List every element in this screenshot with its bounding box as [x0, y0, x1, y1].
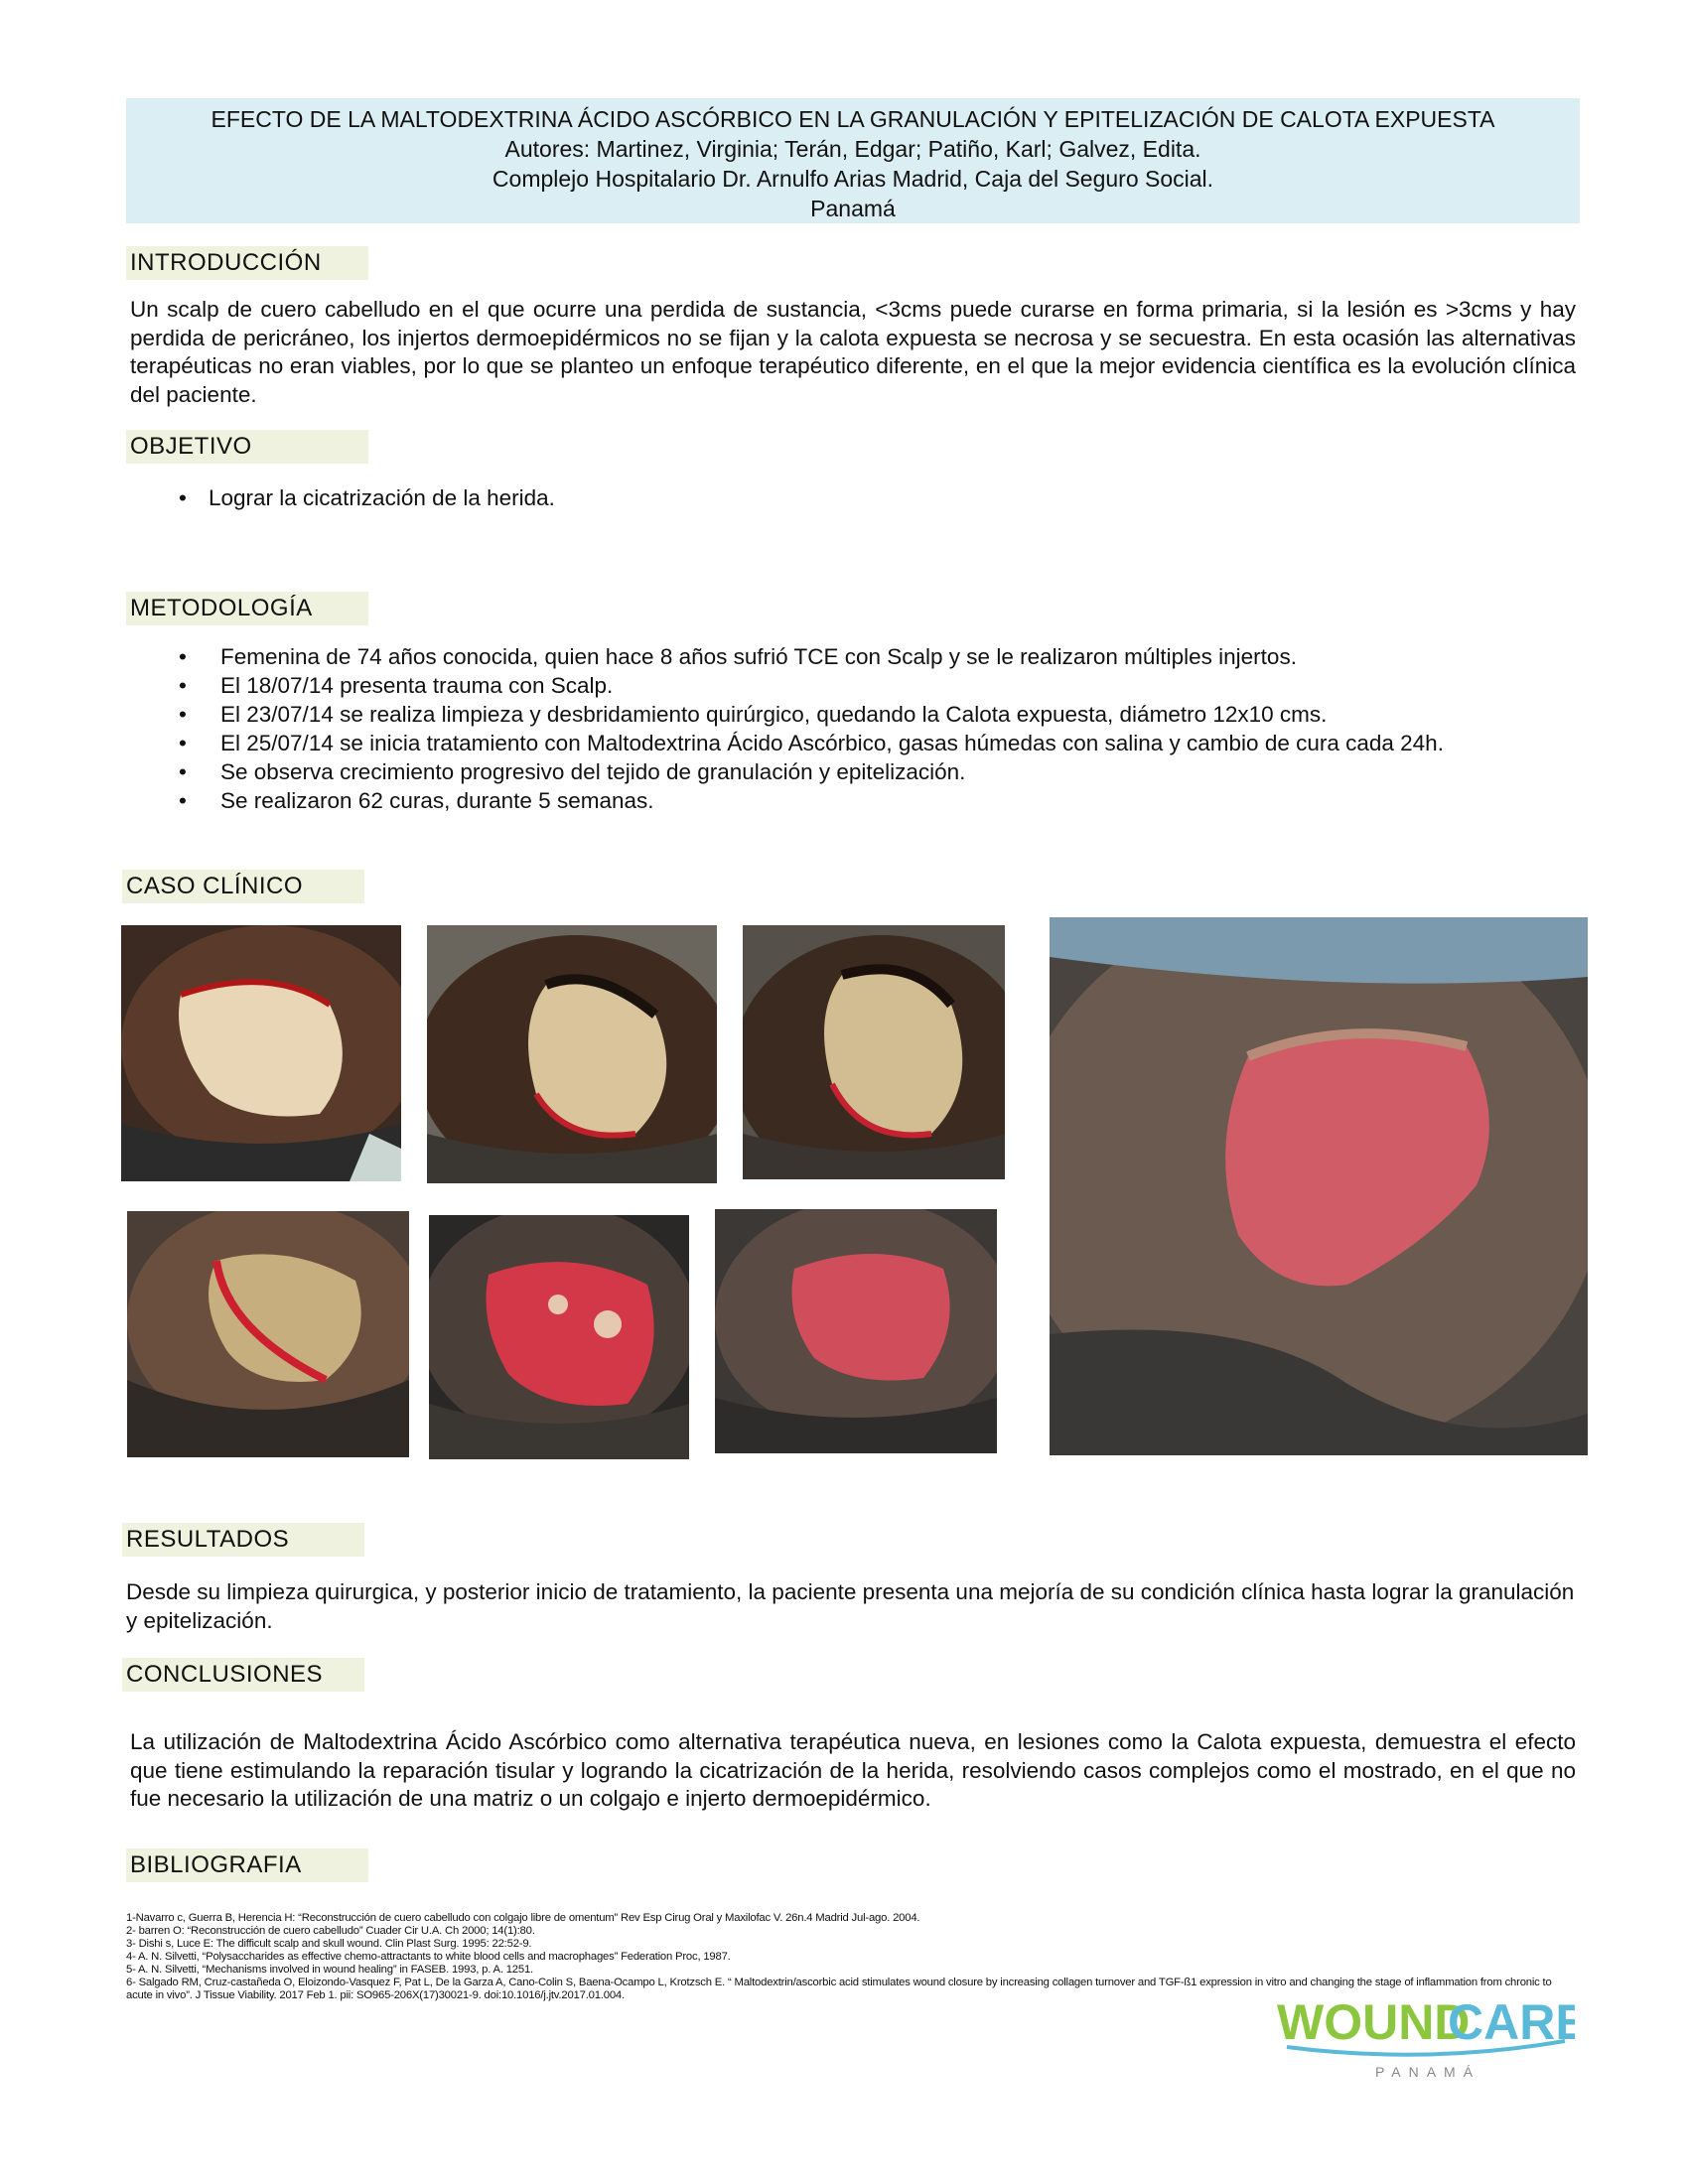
section-label-conclusiones: CONCLUSIONES	[122, 1658, 364, 1692]
bibliography-ref: 2- barren O: “Reconstrucción de cuero cabelludo” Cuader Cir U.A. Ch 2000; 14(1):80.	[126, 1925, 535, 1937]
objetivo-list	[179, 483, 1470, 512]
poster-country: Panamá	[810, 196, 896, 221]
poster-header	[126, 98, 1580, 223]
wound-photo-3	[743, 925, 1005, 1179]
logo-wound-text: WOUND	[1277, 1994, 1471, 2050]
wound-photo-7	[715, 1209, 997, 1453]
logo-care-text: CARE	[1448, 1994, 1575, 2050]
section-label-bibliografia: BIBLIOGRAFIA	[126, 1848, 368, 1882]
bibliography-ref: 4- A. N. Silvetti, “Polysaccharides as effective chemo-attractants to white blood cells and macrophages” Federation Proc, 1987.	[126, 1951, 731, 1963]
list-item: • Se realizaron 62 curas, durante 5 semanas.	[179, 786, 1589, 815]
list-item: • El 23/07/14 se realiza limpieza y desbridamiento quirúrgico, quedando la Calota expuesta, diámetro 12x10 cms.	[179, 700, 1589, 729]
section-label-resultados: RESULTADOS	[122, 1523, 364, 1557]
list-item: • Femenina de 74 años conocida, quien hace 8 años sufrió TCE con Scalp y se le realizaron múltiples injertos.	[179, 642, 1589, 671]
list-item: • Se observa crecimiento progresivo del tejido de granulación y epitelización.	[179, 757, 1589, 786]
poster-institution: Complejo Hospitalario Dr. Arnulfo Arias Madrid, Caja del Seguro Social.	[492, 166, 1214, 192]
introduccion-text: Un scalp de cuero cabelludo en el que ocurre una perdida de sustancia, <3cms puede curarse en forma primaria, si la lesión es >3cms y hay perdida de pericráneo, los injertos dermoepidérmicos no se fijan y la calota expuesta se necrosa y se secuestra. En esta ocasión las alternativas terapéuticas no eran viables, por lo que se planteo un enfoque terapéutico diferente, en el que la mejor evidencia científica es la evolución clínica del paciente.	[130, 297, 1576, 407]
section-label-metodologia: METODOLOGÍA	[126, 592, 368, 625]
section-label-caso-clinico: CASO CLÍNICO	[122, 870, 364, 903]
resultados-text: Desde su limpieza quirurgica, y posterior inicio de tratamiento, la paciente presenta una mejoría de su condición clínica hasta lograr la granulación y epitelización.	[126, 1579, 1575, 1633]
poster-title: EFECTO DE LA MALTODEXTRINA ÁCIDO ASCÓRBICO EN LA GRANULACIÓN Y EPITELIZACIÓN DE CALOTA EXPUESTA	[211, 106, 1495, 132]
section-label-objetivo: OBJETIVO	[126, 430, 368, 464]
wound-photo-5	[127, 1211, 409, 1457]
metodologia-list	[179, 642, 1589, 815]
bibliography-ref: 5- A. N. Silvetti, “Mechanisms involved in wound healing” in FASEB. 1993, p. A. 1251.	[126, 1964, 533, 1976]
bibliography-ref: 3- Dishi s, Luce E: The difficult scalp and skull wound. Clin Plast Surg. 1995: 22:52-9.	[126, 1938, 532, 1950]
section-label-introduccion: INTRODUCCIÓN	[126, 246, 368, 280]
list-item: • Lograr la cicatrización de la herida.	[179, 483, 1470, 512]
list-item: • El 25/07/14 se inicia tratamiento con Maltodextrina Ácido Ascórbico, gasas húmedas con salina y cambio de cura cada 24h.	[179, 729, 1589, 757]
list-item: • El 18/07/14 presenta trauma con Scalp.	[179, 671, 1589, 700]
woundcare-logo-graphic	[1277, 1985, 1575, 2095]
poster-authors: Autores: Martinez, Virginia; Terán, Edgar; Patiño, Karl; Galvez, Edita.	[504, 136, 1201, 162]
bibliography-ref: 1-Navarro c, Guerra B, Herencia H: “Reconstrucción de cuero cabelludo con colgajo libre de omentum” Rev Esp Cirug Oral y Maxilofac V. 26n.4 Madrid Jul-ago. 2004.	[126, 1912, 920, 1924]
conclusiones-text: La utilización de Maltodextrina Ácido Ascórbico como alternativa terapéutica nueva, en lesiones como la Calota expuesta, demuestra el efecto que tiene estimulando la reparación tisular y logrando la cicatrización de la herida, resolviendo casos complejos como el mostrado, en el que no fue necesario la utilización de una matriz o un colgajo e injerto dermoepidérmico.	[130, 1729, 1576, 1811]
bibliography-ref: 6- Salgado RM, Cruz-castañeda O, Eloizondo-Vasquez F, Pat L, De la Garza A, Cano-Colin S, Baena-Ocampo L, Krotzsch E. “ Maltodextrin/ascorbic acid stimulates wound closure by increasing collagen turnover and TGF-ß1 expression in vitro and changing the stage of inflammation from chronic to acute in vivo”. J Tissue Viability. 2017 Feb 1. pii: SO965-206X(17)30021-9. doi:10.1016/j.jtv.2017.01.004.	[126, 1977, 1552, 2001]
wound-photo-6	[429, 1215, 689, 1459]
wound-photo-4	[1050, 917, 1588, 1455]
wound-photo-2	[427, 925, 717, 1183]
logo-sub-text: PANAMÁ	[1374, 2064, 1481, 2080]
wound-photo-1	[121, 925, 401, 1181]
woundcare-logo	[1277, 1985, 1575, 2095]
